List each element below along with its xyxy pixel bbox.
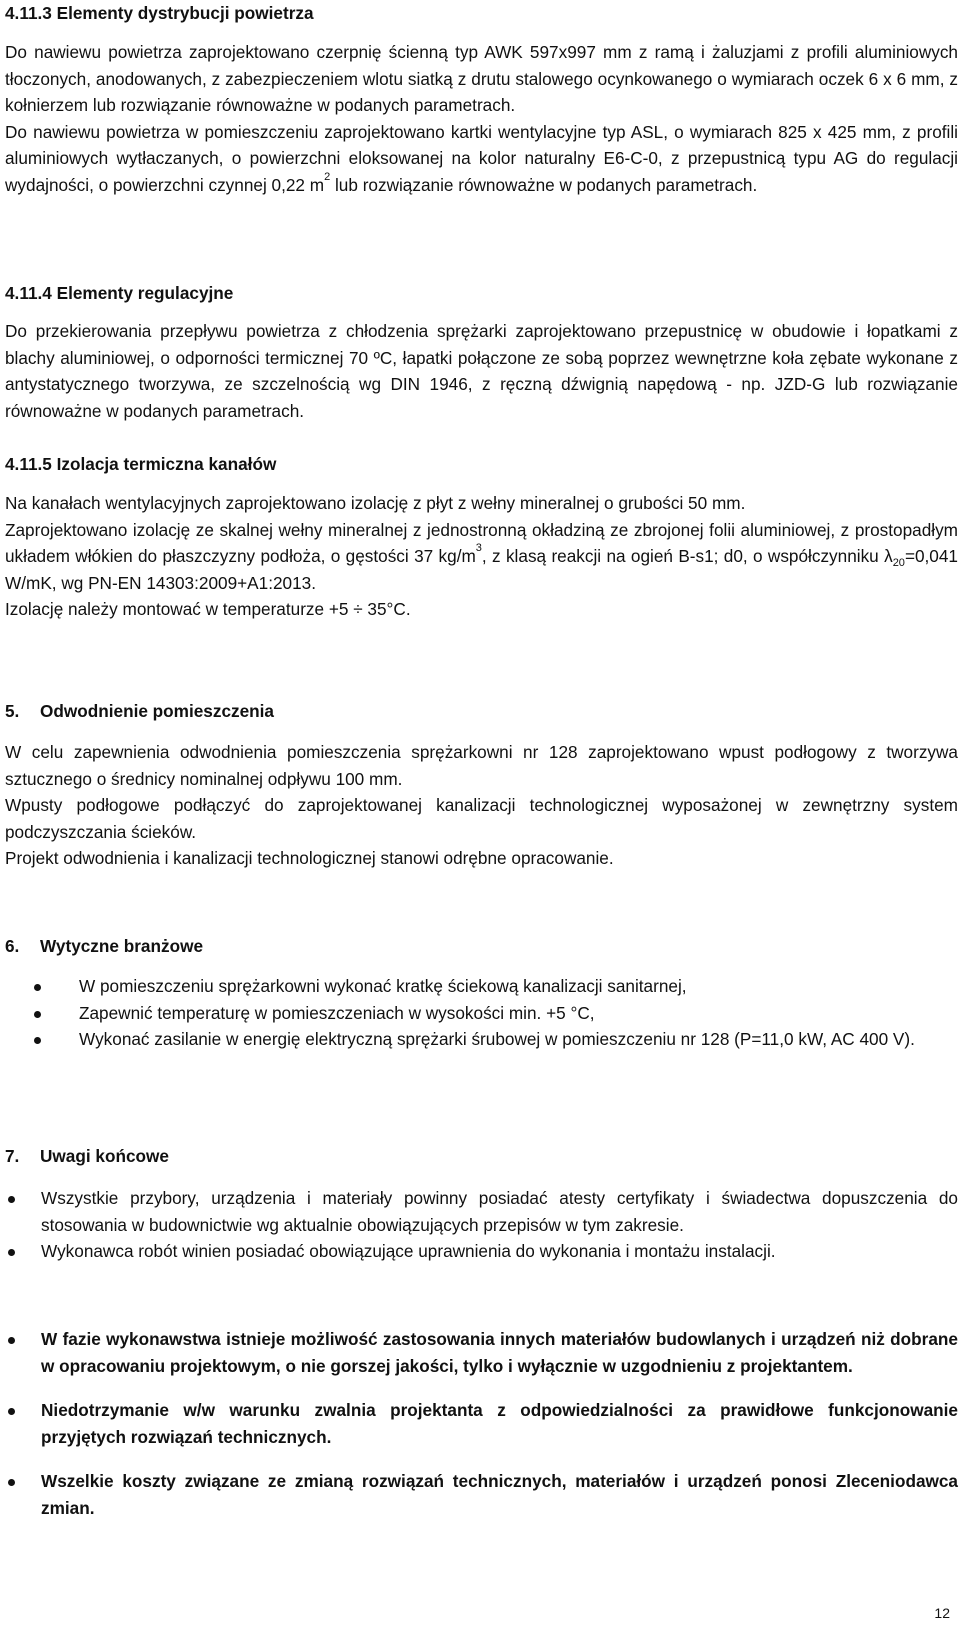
list-item-text: Wszelkie koszty związane ze zmianą rozwiązań technicznych, materiałów i urządzeń ponosi Zleceniodawca zmian. [41, 1471, 958, 1518]
list-item [0, 1026, 958, 1053]
bullet-icon [34, 984, 41, 991]
heading-7 [5, 1143, 958, 1170]
list-item [0, 1000, 958, 1027]
heading-6 [5, 933, 958, 960]
text-span: Do nawiewu powietrza w pomieszczeniu zaprojektowano kartki wentylacyjne typ ASL, o wymiarach 825 x 425 mm, z profili aluminiowych wytłaczanych, o powierzchni eloksowanej na kolor naturalny E6-C-0, z przepustnicą typu AG do regulacji wydajności, o powierzchni czynnej 0,22 m [5, 121, 958, 195]
paragraph-damper [5, 318, 958, 424]
heading-4-11-5: 4.11.5 Izolacja termiczna kanałów [5, 454, 277, 474]
list-item-text: Wykonawca robót winien posiadać obowiązujące uprawnienia do wykonania i montażu instalacji. [41, 1241, 776, 1261]
list-item-text: Zapewnić temperaturę w pomieszczeniach w wysokości min. +5 °C, [79, 1002, 595, 1023]
list-item-text: W fazie wykonawstwa istnieje możliwość zastosowania innych materiałów budowlanych i urządzeń niż dobrane w opracowaniu projektowym, o nie gorszej jakości, tylko i wyłącznie w uzgodnieniu z projektantem. [41, 1329, 958, 1376]
list-item [0, 1397, 958, 1450]
paragraph-text: Do nawiewu powietrza zaprojektowano czerpnię ścienną typ AWK 597x997 mm z ramą i żaluzjami z profili aluminiowych tłoczonych, anodowanych, z zabezpieczeniem wlotu siatką z drutu stalowego ocynkowanego o wymiarach oczek 6 x 6 mm, z kołnierzem lub rozwiązanie równoważne w podanych parametrach. [5, 42, 958, 115]
bullet-icon [8, 1337, 15, 1344]
list-item-text: Niedotrzymanie w/w warunku zwalnia projektanta z odpowiedzialności za prawidłowe funkcjonowanie przyjętych rozwiązań technicznych. [41, 1400, 958, 1447]
list-item [0, 1468, 958, 1521]
heading-text: Odwodnienie pomieszczenia [40, 701, 274, 721]
text-span: , z klasą reakcji na ogień B-s1; d0, o współczynniku λ [481, 546, 893, 566]
text-span: lub rozwiązanie równoważne w podanych parametrach. [330, 174, 758, 195]
heading-5 [5, 698, 958, 725]
heading-number: 6. [5, 936, 20, 956]
list-item-text: Wszystkie przybory, urządzenia i materiały powinny posiadać atesty certyfikaty i świadectwa dopuszczenia do stosowania w budownictwie wg aktualnie obowiązujących przepisów w tym zakresie. [41, 1188, 958, 1235]
superscript: 3 [475, 542, 482, 554]
section-drainage [5, 739, 958, 872]
list-item [0, 1185, 958, 1238]
paragraph-text: Na kanałach wentylacyjnych zaprojektowano izolację z płyt z wełny mineralnej o grubości 50 mm. [5, 493, 746, 513]
heading-number: 7. [5, 1146, 20, 1166]
paragraph-air-intake [5, 39, 958, 198]
bullet-icon [8, 1479, 15, 1486]
paragraph-text: Izolację należy montować w temperaturze +5 ÷ 35°C. [5, 599, 411, 619]
final-remarks-bold-list [0, 1326, 958, 1521]
text-span: Zaprojektowano izolację ze skalnej wełny mineralnej z jednostronną okładziną ze zbrojonej folii aluminiowej, z prostopadłym układem włókien do płaszczyzny podłoża, o gęstości 37 kg/m [5, 519, 958, 566]
bullet-icon [34, 1037, 41, 1044]
heading-4-11-4: 4.11.4 Elementy regulacyjne [5, 283, 234, 303]
heading-text: Uwagi końcowe [40, 1146, 169, 1166]
final-remarks-list [0, 1185, 958, 1265]
heading-text: Wytyczne branżowe [40, 936, 204, 956]
list-item [0, 1238, 958, 1265]
bullet-icon [8, 1249, 15, 1256]
paragraph-text: Wpusty podłogowe podłączyć do zaprojektowanej kanalizacji technologicznej wyposażonej w zewnętrzny system podczyszczania ścieków. [5, 795, 958, 842]
heading-number: 5. [5, 701, 20, 721]
superscript: 2 [324, 170, 331, 183]
text-span: =0,041 W/mK, wg PN-EN 14303:2009+A1:2013. [5, 546, 958, 593]
bullet-icon [8, 1196, 15, 1203]
guidelines-list [0, 973, 958, 1053]
section-insulation [5, 490, 958, 623]
list-item [0, 1326, 958, 1379]
paragraph-grilles [5, 119, 958, 199]
paragraph-text: Do przekierowania przepływu powietrza z chłodzenia sprężarki zaprojektowano przepustnicę w obudowie i łopatkami z blachy aluminiowej, o odporności termicznej 70 ºC, łapatki połączone ze sobą poprzez wewnętrzne koła zębate wykonane z antystatycznego tworzywa, ze szczelnością wg DIN 1946, z ręczną dźwignią napędową - np. JZD-G lub rozwiązanie równoważne w podanych parametrach. [5, 321, 958, 421]
subscript: 20 [892, 557, 905, 569]
page-number: 12 [934, 1604, 950, 1621]
paragraph-text: Projekt odwodnienia i kanalizacji technologicznej stanowi odrębne opracowanie. [5, 848, 614, 868]
bullet-icon [8, 1408, 15, 1415]
list-item-text: Wykonać zasilanie w energię elektryczną sprężarki śrubowej w pomieszczeniu nr 128 (P=11,0 kW, AC 400 V). [79, 1029, 915, 1049]
heading-4-11-3: 4.11.3 Elementy dystrybucji powietrza [5, 3, 314, 23]
bullet-icon [34, 1011, 41, 1018]
paragraph-insulation-spec [5, 517, 958, 597]
paragraph-text: W celu zapewnienia odwodnienia pomieszczenia sprężarkowni nr 128 zaprojektowano wpust podłogowy z tworzywa sztucznego o średnicy nominalnej odpływu 100 mm. [5, 742, 958, 789]
list-item-text: W pomieszczeniu sprężarkowni wykonać kratkę ściekową kanalizacji sanitarnej, [79, 976, 687, 996]
list-item [0, 973, 958, 1000]
